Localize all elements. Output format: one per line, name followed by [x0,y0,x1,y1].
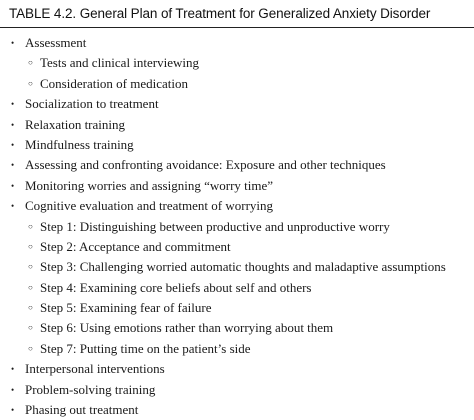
list-item [0,94,474,114]
list-item [0,359,474,379]
list-item-text: Step 3: Challenging worried automatic thoughts and maladaptive assumptions [40,259,446,275]
list-item-text: Monitoring worries and assigning “worry time” [25,177,274,193]
sub-list-item [0,217,474,237]
list-item-text: Interpersonal interventions [25,361,165,377]
list-item [0,196,474,216]
list-item [0,115,474,135]
bullet-icon: • [11,405,15,416]
sub-list-item [0,339,474,359]
circle-bullet-icon: ○ [28,282,33,292]
list-item-text: Socialization to treatment [25,96,159,112]
list-item [0,400,474,420]
bullet-icon: • [11,160,15,171]
list-item-text: Step 1: Distinguishing between productive and unproductive worry [40,218,390,234]
list-item [0,33,474,53]
circle-bullet-icon: ○ [28,241,33,251]
list-item-text: Step 5: Examining fear of failure [40,300,212,316]
sub-list-item [0,74,474,94]
list-item-text: Cognitive evaluation and treatment of worrying [25,198,274,214]
circle-bullet-icon: ○ [28,303,33,313]
bullet-icon: • [11,119,15,130]
bullet-icon: • [11,180,15,191]
bullet-icon: • [11,384,15,395]
sub-list-item [0,298,474,318]
list-item-text: Step 2: Acceptance and commitment [40,238,231,254]
list-item-text: Step 6: Using emotions rather than worrying about them [40,320,334,336]
table-caption [9,5,469,23]
list-item-text: Relaxation training [25,116,126,132]
circle-bullet-icon: ○ [28,262,33,272]
treatment-plan-list [0,33,474,420]
sub-list-item [0,237,474,257]
list-item-text: Step 7: Putting time on the patient’s side [40,340,251,356]
list-item [0,135,474,155]
table-label: TABLE 4.2. [9,6,77,21]
circle-bullet-icon: ○ [28,221,33,231]
list-item-text: Assessing and confronting avoidance: Exposure and other techniques [25,157,386,173]
table-title-text: General Plan of Treatment for Generalized Anxiety Disorder [79,6,431,21]
list-item-text: Mindfulness training [25,136,134,152]
circle-bullet-icon: ○ [28,343,33,353]
sub-list-item [0,278,474,298]
list-item-text: Phasing out treatment [25,402,139,418]
circle-bullet-icon: ○ [28,323,33,333]
bullet-icon: • [11,201,15,212]
sub-list-item [0,257,474,277]
bullet-icon: • [11,364,15,375]
list-item-text: Consideration of medication [40,75,189,91]
bullet-icon: • [11,139,15,150]
bullet-icon: • [11,38,15,48]
list-item-text: Assessment [25,35,87,50]
list-item [0,155,474,175]
list-item-text: Step 4: Examining core beliefs about self and others [40,279,312,295]
list-item [0,380,474,400]
list-item [0,176,474,196]
list-item-text: Tests and clinical interviewing [40,55,200,71]
circle-bullet-icon: ○ [28,78,33,88]
list-item-text: Problem-solving training [25,381,156,397]
circle-bullet-icon: ○ [28,58,33,68]
title-divider [0,27,474,28]
sub-list-item [0,53,474,73]
sub-list-item [0,318,474,338]
bullet-icon: • [11,99,15,110]
